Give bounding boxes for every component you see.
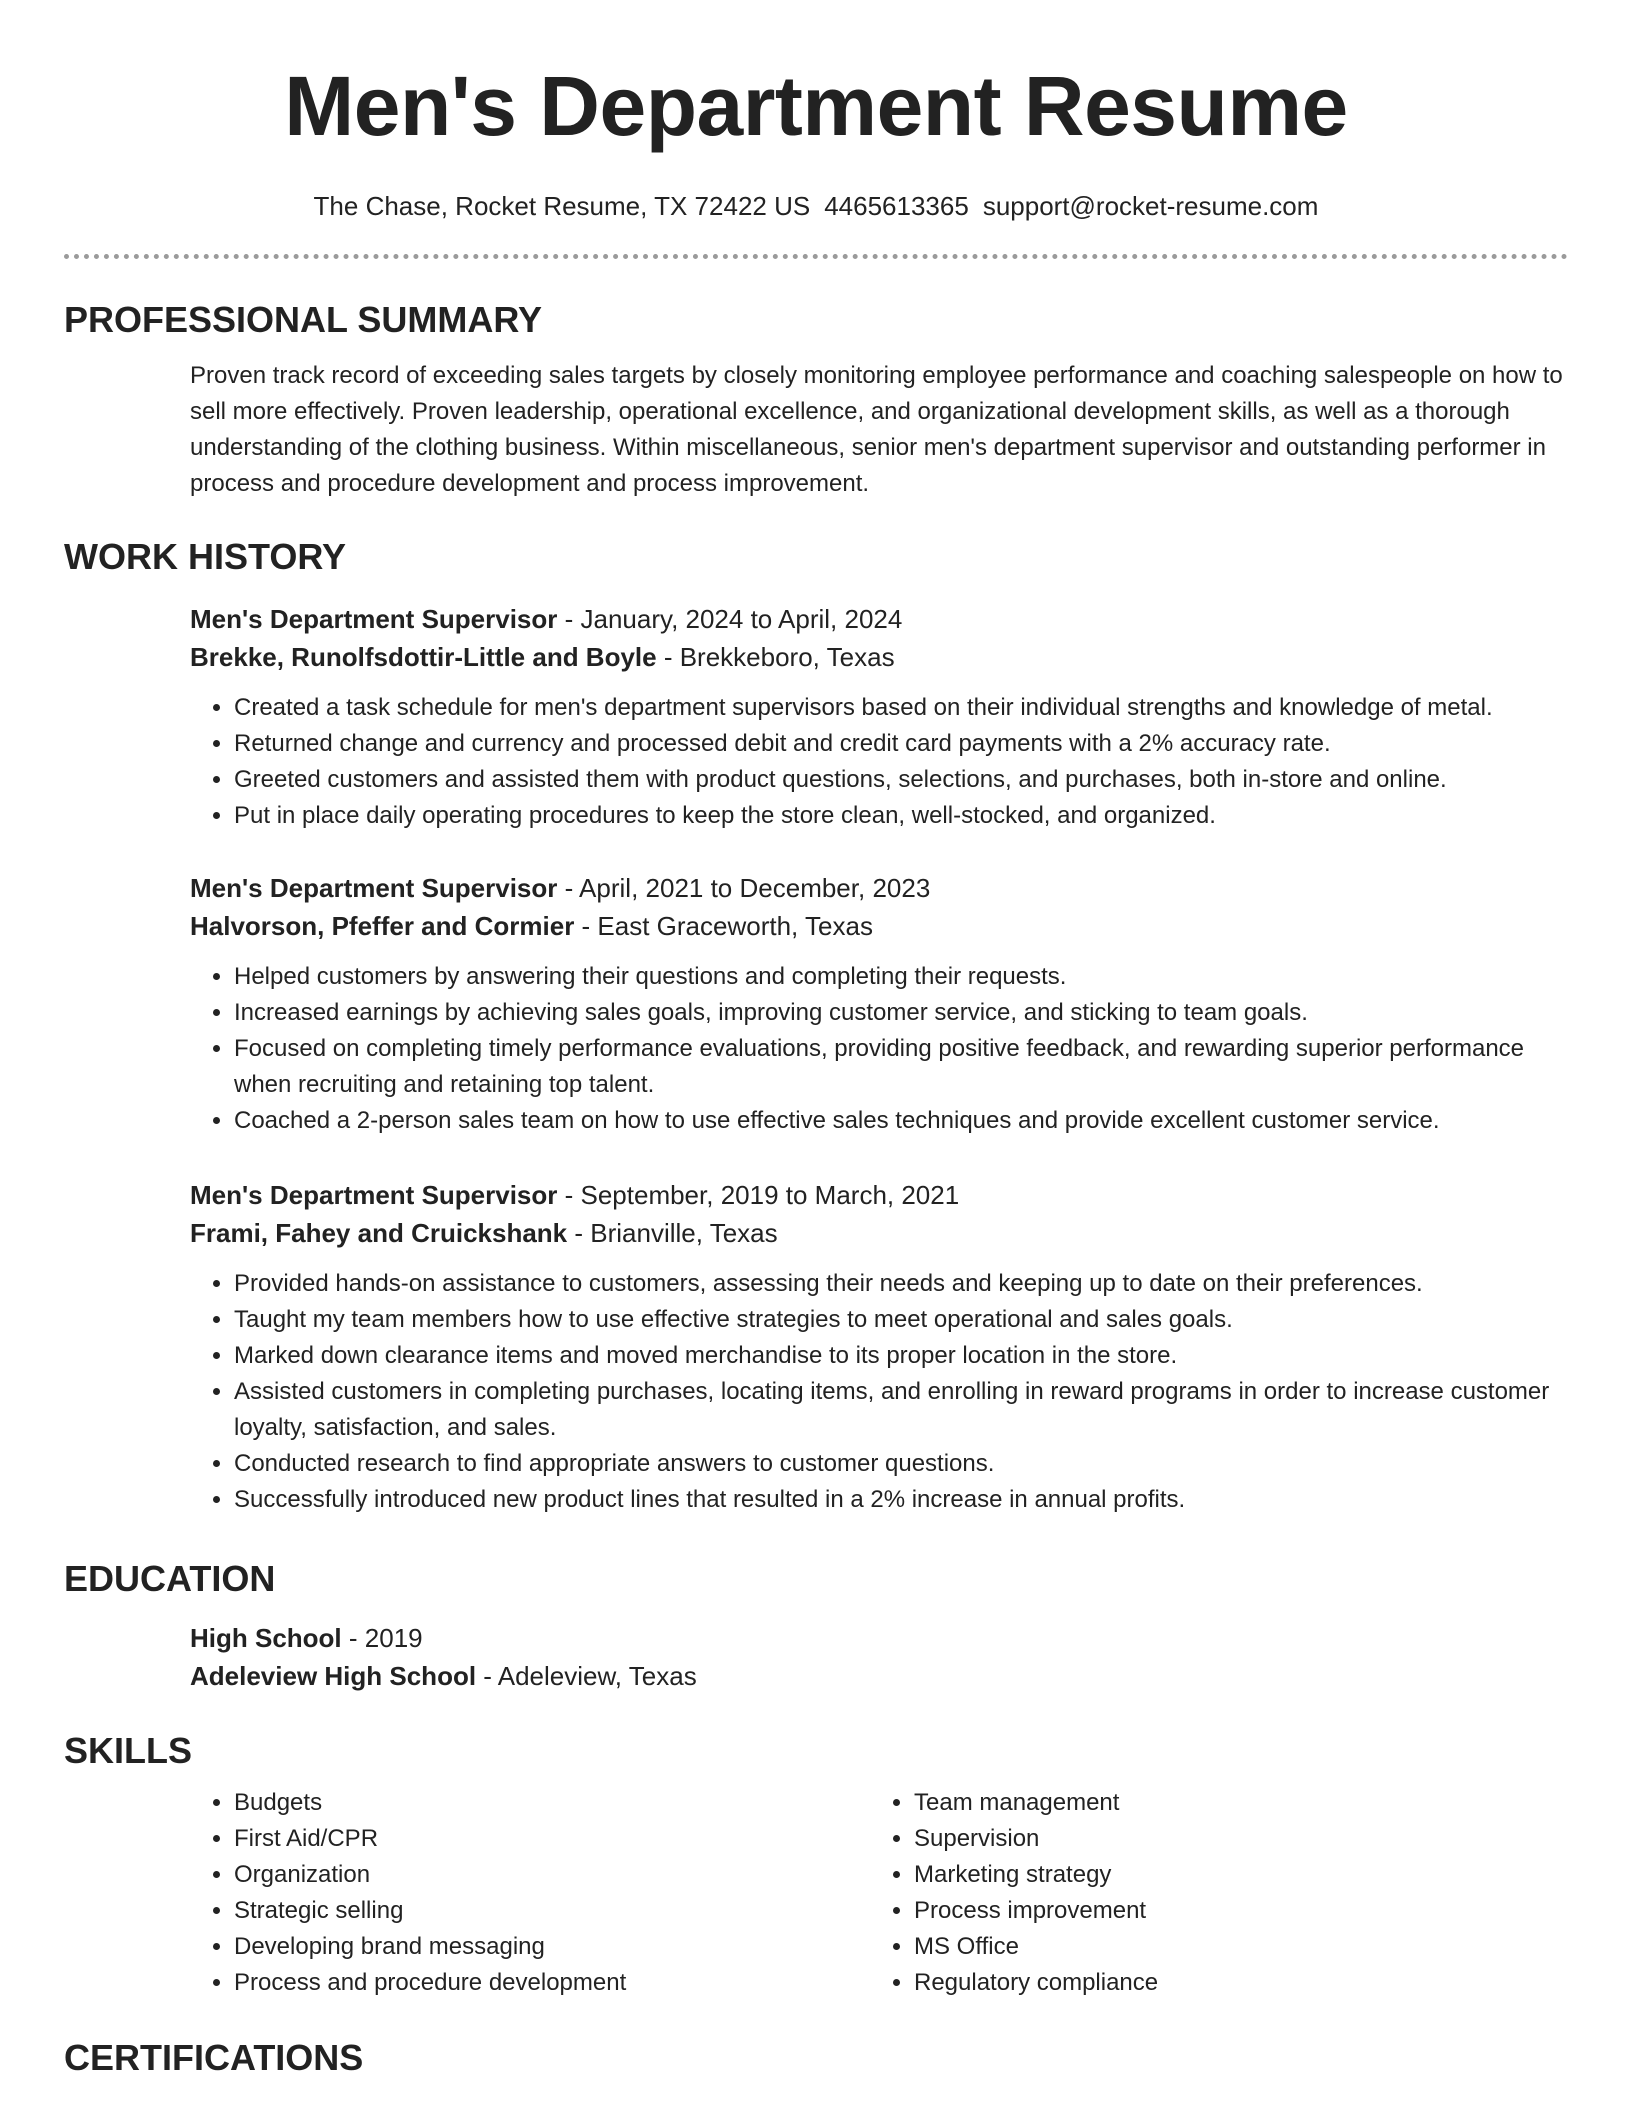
job-title-line: [190, 600, 1568, 638]
list-item: • Developing brand messaging: [234, 1929, 870, 1965]
contact-address: The Chase, Rocket Resume, TX 72422 US: [313, 191, 811, 221]
list-item: • Assisted customers in completing purchases, locating items, and enrolling in reward programs in order to increase customer loyalty, satisfaction, and sales.: [234, 1374, 1568, 1446]
job-company: Halvorson, Pfeffer and Cormier: [190, 911, 575, 941]
list-item: • Created a task schedule for men's department supervisors based on their individual strengths and knowledge of metal.: [234, 690, 1568, 726]
education-school-line: [190, 1657, 1568, 1695]
job-location: - East Graceworth, Texas: [574, 911, 873, 941]
list-item: • Helped customers by answering their questions and completing their requests.: [234, 959, 1568, 995]
list-item: • Team management: [914, 1785, 1430, 1821]
skills-list-right: [870, 1785, 1430, 2001]
resume-title: Men's Department Resume: [284, 59, 1348, 153]
summary-body: [190, 358, 1568, 502]
list-item: • Supervision: [914, 1821, 1430, 1857]
list-item: • Focused on completing timely performance evaluations, providing positive feedback, and rewarding superior performance when recruiting and retaining top talent.: [234, 1031, 1568, 1103]
job-dates: - April, 2021 to December, 2023: [557, 873, 931, 903]
job-company: Brekke, Runolfsdottir-Little and Boyle: [190, 642, 657, 672]
work-heading: WORK HISTORY: [64, 536, 347, 577]
job-dates: - September, 2019 to March, 2021: [557, 1180, 960, 1210]
list-item: • Process improvement: [914, 1893, 1430, 1929]
job-entry: [64, 1176, 1568, 1518]
job-role: Men's Department Supervisor: [190, 604, 558, 634]
list-item: • Coached a 2-person sales team on how to use effective sales techniques and provide excellent customer service.: [234, 1103, 1568, 1139]
job-title-line: [190, 1176, 1568, 1214]
summary-heading: PROFESSIONAL SUMMARY: [64, 299, 543, 340]
list-item: • Marketing strategy: [914, 1857, 1430, 1893]
education-location: - Adeleview, Texas: [476, 1661, 697, 1691]
list-item: • Provided hands-on assistance to customers, assessing their needs and keeping up to date on their preferences.: [234, 1266, 1568, 1302]
skills-section: [64, 1729, 1568, 2001]
education-school: Adeleview High School: [190, 1661, 477, 1691]
certifications-heading: CERTIFICATIONS: [64, 2037, 364, 2078]
contact-email: support@rocket-resume.com: [982, 191, 1319, 221]
list-item: • Organization: [234, 1857, 870, 1893]
summary-text: Proven track record of exceeding sales targets by closely monitoring employee performance and coaching salespeople on how to sell more effectively. Proven leadership, operational excellence, and organizational development skills, as well as a thorough understanding of the clothing business. Within miscellaneous, senior men's department supervisor and outstanding performer in process and procedure development and process improvement.: [190, 362, 1563, 497]
header-divider: [64, 254, 1568, 259]
list-item: • Regulatory compliance: [914, 1965, 1430, 2001]
job-role: Men's Department Supervisor: [190, 873, 558, 903]
list-item: • Increased earnings by achieving sales goals, improving customer service, and sticking to team goals.: [234, 995, 1568, 1031]
list-item: • Strategic selling: [234, 1893, 870, 1929]
job-role: Men's Department Supervisor: [190, 1180, 558, 1210]
contact-line: [64, 190, 1568, 222]
job-company-line: [190, 638, 1568, 676]
job-entry: [64, 600, 1568, 834]
education-section: [64, 1557, 1568, 1695]
list-item: • MS Office: [914, 1929, 1430, 1965]
education-year: - 2019: [341, 1623, 423, 1653]
list-item: • Budgets: [234, 1785, 870, 1821]
list-item: • Returned change and currency and processed debit and credit card payments with a 2% accuracy rate.: [234, 726, 1568, 762]
list-item: • Successfully introduced new product lines that resulted in a 2% increase in annual profits.: [234, 1482, 1568, 1518]
job-dates: - January, 2024 to April, 2024: [557, 604, 903, 634]
work-section: [64, 535, 1568, 579]
contact-phone: 4465613365: [824, 191, 969, 221]
list-item: • Greeted customers and assisted them with product questions, selections, and purchases, both in-store and online.: [234, 762, 1568, 798]
education-degree-line: [190, 1619, 1568, 1657]
job-bullets: [190, 690, 1568, 834]
education-degree: High School: [190, 1623, 342, 1653]
job-location: - Brianville, Texas: [567, 1218, 778, 1248]
job-company-line: [190, 907, 1568, 945]
skills-grid: [190, 1785, 1568, 2001]
job-entry: [64, 869, 1568, 1139]
job-company: Frami, Fahey and Cruickshank: [190, 1218, 568, 1248]
job-bullets: [190, 959, 1568, 1139]
list-item: • Marked down clearance items and moved merchandise to its proper location in the store.: [234, 1338, 1568, 1374]
list-item: • Taught my team members how to use effective strategies to meet operational and sales goals.: [234, 1302, 1568, 1338]
job-title-line: [190, 869, 1568, 907]
certifications-section: [64, 2036, 1568, 2080]
skills-heading: SKILLS: [64, 1730, 193, 1771]
skills-list-left: [190, 1785, 870, 2001]
list-item: • Conducted research to find appropriate answers to customer questions.: [234, 1446, 1568, 1482]
summary-section: [64, 298, 1568, 502]
job-location: - Brekkeboro, Texas: [656, 642, 895, 672]
job-bullets: [190, 1266, 1568, 1518]
list-item: • Put in place daily operating procedures to keep the store clean, well-stocked, and organized.: [234, 798, 1568, 834]
education-heading: EDUCATION: [64, 1558, 276, 1599]
list-item: • Process and procedure development: [234, 1965, 870, 2001]
job-company-line: [190, 1214, 1568, 1252]
list-item: • First Aid/CPR: [234, 1821, 870, 1857]
